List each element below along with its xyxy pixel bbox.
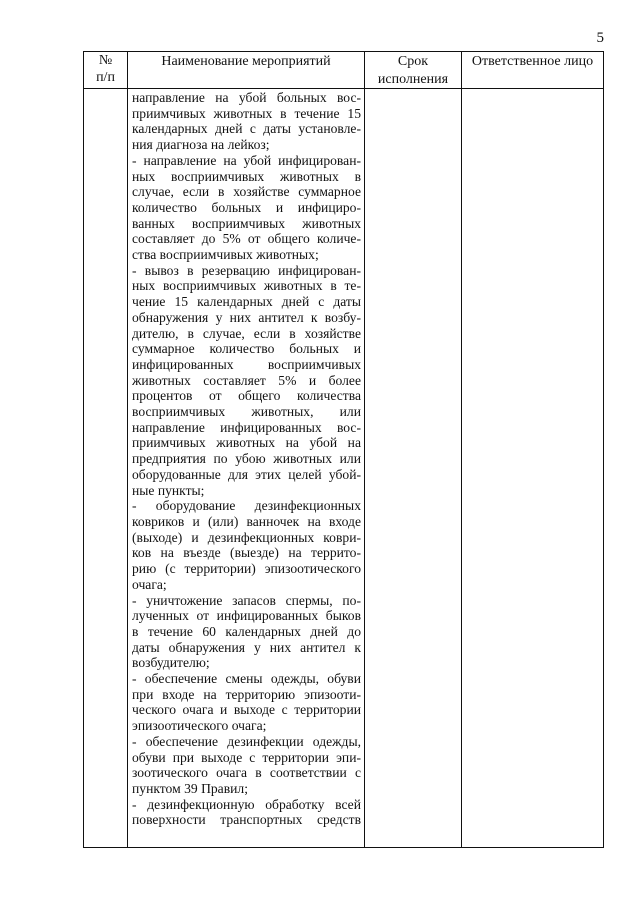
measure-text-line: приимчивых животных в течение 15 <box>132 105 361 121</box>
measure-text-line: при входе на территорию эпизооти- <box>132 686 361 702</box>
measure-text-line: пунктом 39 Правил; <box>132 780 248 796</box>
measure-text-line: лученных от инфицированных быков <box>132 608 361 624</box>
measure-text-line: ванных восприимчивых животных <box>132 215 361 231</box>
cell-responsible <box>462 89 604 848</box>
measure-text-line: - дезинфекционную обработку всей <box>132 796 361 812</box>
measure-text-line: ческого очага и выходе с территории <box>132 702 361 718</box>
measure-text-line: суммарное количество больных и <box>132 341 361 357</box>
measure-text-line: ных восприимчивых животных в те- <box>132 278 361 294</box>
measure-text-line: ные пункты; <box>132 482 205 498</box>
measure-text-line: оборудованные для этих целей убой- <box>132 466 361 482</box>
measure-text-line: обуви при выходе с территории эпи- <box>132 749 361 765</box>
measure-text-line: дителю, в случае, если в хозяйстве <box>132 325 361 341</box>
measure-text-line: чение 15 календарных дней с даты <box>132 294 361 310</box>
measure-text-line: восприимчивых животных, или <box>132 404 361 420</box>
measure-text-line: ковриков и (или) ванночек на входе <box>132 513 361 529</box>
measure-text-line: инфицированных восприимчивых <box>132 356 361 372</box>
cell-measures <box>128 89 365 848</box>
measure-text-line: животных составляет 5% и более <box>132 372 361 388</box>
measure-text-line: в течение 60 календарных дней до <box>132 623 361 639</box>
measure-text-line: случае, если в хозяйстве суммарное <box>132 184 361 200</box>
measure-text-line: количество больных и инфициро- <box>132 199 361 215</box>
measure-text-line: процентов от общего количества <box>132 388 361 404</box>
header-responsible-text: Ответственное лицо <box>471 54 594 69</box>
measure-text-line: эпизоотического очага; <box>132 718 267 734</box>
measure-text-line: обнаружения у них антител к возбу- <box>132 309 361 325</box>
measure-text-line: приимчивых животных на убой на <box>132 435 361 451</box>
measure-text-line: зоотического очага в соответствии с <box>132 765 361 781</box>
header-term <box>365 52 462 89</box>
header-term-line1: Срок <box>397 54 429 69</box>
measure-text-line: - уничтожение запасов спермы, по- <box>132 592 361 608</box>
header-term-line2: исполнения <box>377 72 449 87</box>
header-name <box>128 52 365 89</box>
measure-text-line: ства восприимчивых животных; <box>132 247 319 263</box>
measure-text-line: - вывоз в резервацию инфицирован- <box>132 262 361 278</box>
measure-text-line: ных восприимчивых животных в <box>132 168 361 184</box>
measure-text-line: - обеспечение смены одежды, обуви <box>132 671 361 687</box>
measure-text-line: поверхности транспортных средств <box>132 812 361 828</box>
measure-text-line: рию (с территории) эпизоотического <box>132 561 361 577</box>
measure-text-line: направление инфицированных вос- <box>132 419 361 435</box>
measure-text-line: ния диагноза на лейкоз; <box>132 137 270 153</box>
cell-number <box>84 89 128 848</box>
header-number <box>84 52 128 89</box>
measure-text-line: - оборудование дезинфекционных <box>132 498 361 514</box>
measure-text-line: ков на въезде (выезде) на террито- <box>132 545 361 561</box>
measures-table <box>83 51 604 848</box>
measure-text-line: предприятия по убою животных или <box>132 451 361 467</box>
header-number-line2: п/п <box>96 70 115 85</box>
table-row <box>84 89 604 848</box>
measure-text-line: направление на убой больных вос- <box>132 90 361 105</box>
measure-text-line: очага; <box>132 576 167 592</box>
table-header-row <box>84 52 604 89</box>
cell-term <box>365 89 462 848</box>
measure-text-line: составляет до 5% от общего количе- <box>132 231 361 247</box>
header-name-text: Наименование мероприятий <box>161 54 331 69</box>
measure-text-line: - направление на убой инфицирован- <box>132 152 361 168</box>
page-number: 5 <box>596 30 604 46</box>
measure-text-line: даты обнаружения у них антител к <box>132 639 361 655</box>
measure-text-line: возбудителю; <box>132 655 210 671</box>
measure-text-line: (выходе) и дезинфекционных коври- <box>132 529 361 545</box>
measures-text <box>128 89 364 828</box>
measure-text-line: календарных дней с даты установле- <box>132 121 361 137</box>
header-number-line1: № <box>98 53 113 68</box>
header-responsible <box>462 52 604 89</box>
measure-text-line: - обеспечение дезинфекции одежды, <box>132 733 361 749</box>
